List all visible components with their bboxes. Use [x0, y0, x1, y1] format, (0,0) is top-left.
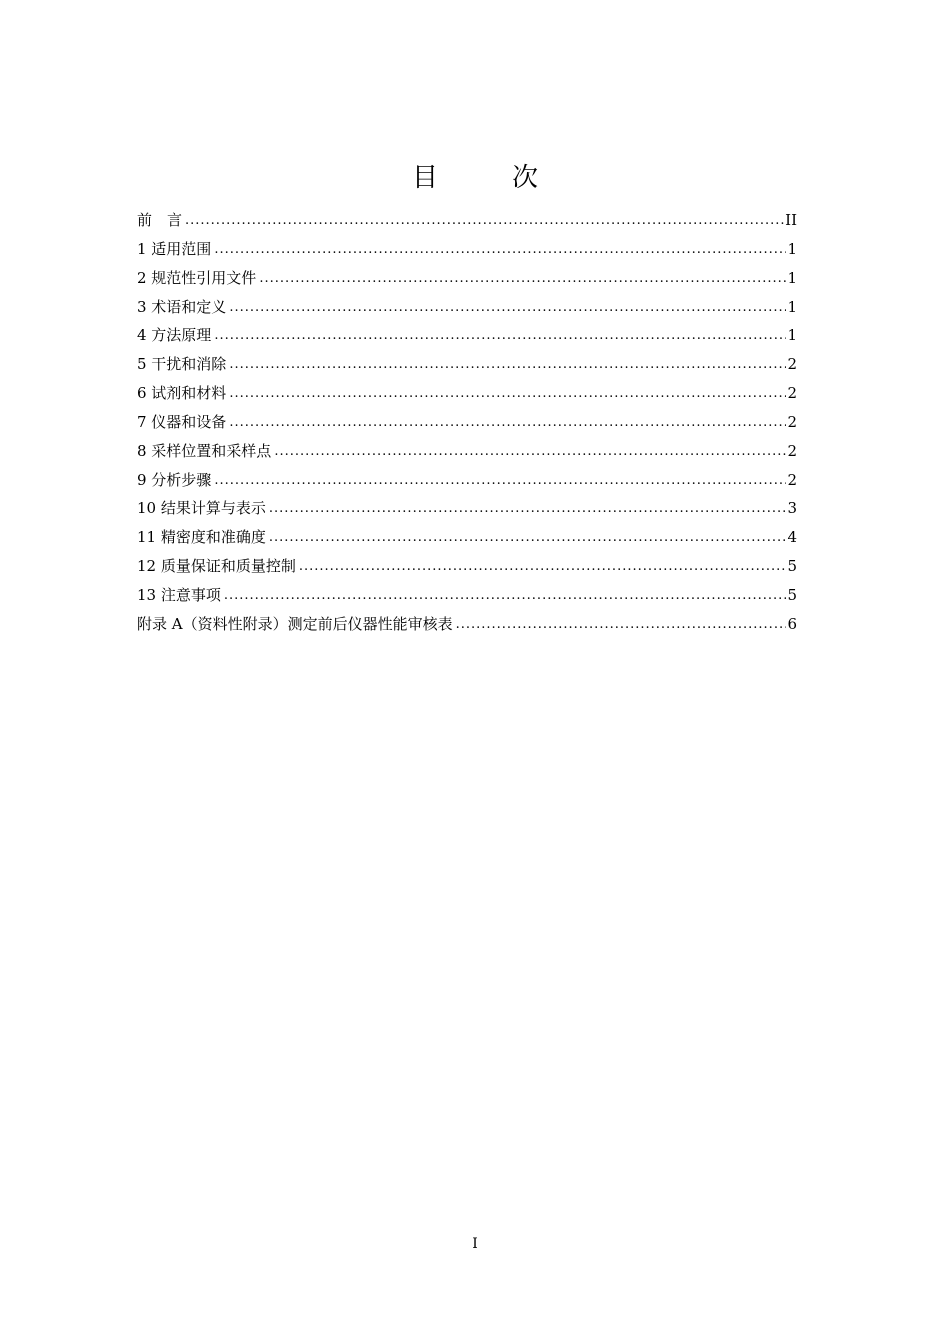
toc-entry-label: 7 仪器和设备	[137, 412, 227, 431]
toc-entry-normative-references[interactable]	[137, 264, 797, 293]
toc-leader-dots	[229, 358, 786, 371]
toc-entry-notes[interactable]	[137, 581, 797, 610]
toc-entry-label: 2 规范性引用文件	[137, 268, 257, 287]
toc-entry-page: 1	[787, 268, 797, 287]
toc-entry-label: 9 分析步骤	[137, 470, 212, 489]
toc-leader-dots	[229, 416, 786, 429]
toc-entry-label: 4 方法原理	[137, 326, 212, 345]
toc-entry-page: 6	[787, 614, 797, 633]
page-number: I	[472, 1236, 478, 1252]
toc-entry-label: 5 干扰和消除	[137, 355, 227, 374]
toc-entry-label: 6 试剂和材料	[137, 384, 227, 403]
toc-entry-label: 3 术语和定义	[137, 297, 227, 316]
toc-leader-dots	[214, 474, 786, 487]
toc-entry-label: 11 精密度和准确度	[137, 528, 266, 547]
toc-leader-dots	[229, 387, 786, 400]
toc-entry-principle[interactable]	[137, 321, 797, 350]
toc-entry-page: 1	[787, 297, 797, 316]
toc-entry-label: 前 言	[137, 211, 183, 229]
toc-entry-page: 5	[787, 557, 797, 576]
toc-entry-page: 5	[787, 585, 797, 604]
toc-entry-label: 10 结果计算与表示	[137, 499, 266, 518]
toc-entry-page: 1	[787, 239, 797, 258]
toc-leader-dots	[269, 502, 787, 515]
toc-leader-dots	[224, 589, 787, 602]
toc-entry-interference[interactable]	[137, 350, 797, 379]
toc-entry-page: II	[785, 211, 797, 229]
toc-list	[137, 206, 797, 639]
toc-entry-label: 8 采样位置和采样点	[137, 441, 272, 460]
toc-leader-dots	[214, 243, 786, 256]
toc-leader-dots	[185, 214, 784, 227]
toc-leader-dots	[299, 560, 787, 573]
toc-entry-foreword[interactable]	[137, 206, 797, 235]
toc-entry-quality-assurance[interactable]	[137, 552, 797, 581]
toc-entry-terms-definitions[interactable]	[137, 293, 797, 322]
toc-entry-appendix-a[interactable]	[137, 610, 797, 639]
toc-entry-apparatus[interactable]	[137, 408, 797, 437]
toc-entry-page: 3	[787, 499, 797, 518]
toc-entry-label: 13 注意事项	[137, 585, 221, 604]
toc-entry-label: 1 适用范围	[137, 239, 212, 258]
toc-entry-label: 12 质量保证和质量控制	[137, 557, 296, 576]
toc-entry-scope[interactable]	[137, 235, 797, 264]
toc-entry-reagents[interactable]	[137, 379, 797, 408]
toc-leader-dots	[259, 272, 786, 285]
toc-entry-label: 附录 A（资料性附录）测定前后仪器性能审核表	[137, 614, 453, 633]
toc-entry-analysis-steps[interactable]	[137, 466, 797, 495]
toc-entry-page: 2	[787, 470, 797, 489]
toc-title: 目 次	[411, 163, 562, 193]
toc-entry-page: 2	[787, 441, 797, 460]
toc-leader-dots	[269, 531, 787, 544]
toc-leader-dots	[229, 301, 786, 314]
toc-entry-page: 4	[787, 528, 797, 547]
toc-entry-precision[interactable]	[137, 523, 797, 552]
toc-entry-page: 2	[787, 412, 797, 431]
toc-leader-dots	[214, 329, 786, 342]
toc-leader-dots	[274, 445, 786, 458]
toc-entry-results[interactable]	[137, 494, 797, 523]
toc-entry-sampling-location[interactable]	[137, 437, 797, 466]
toc-entry-page: 2	[787, 355, 797, 374]
toc-leader-dots	[456, 618, 787, 631]
toc-entry-page: 1	[787, 326, 797, 345]
toc-entry-page: 2	[787, 384, 797, 403]
